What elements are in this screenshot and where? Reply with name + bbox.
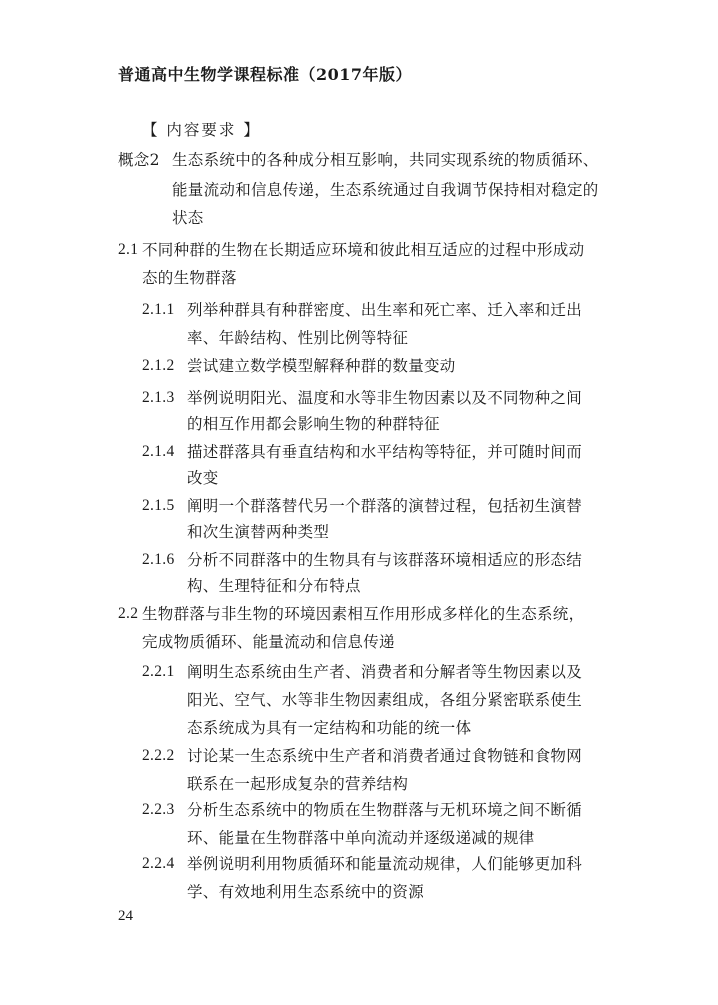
- concept-number: 概念2: [118, 151, 160, 169]
- item-number-2-2-1: 2.2.1: [142, 663, 175, 680]
- item-2-1-4-line-2: 改变: [187, 469, 219, 487]
- running-header: 普通高中生物学课程标准（2017年版）: [118, 65, 413, 84]
- item-2-2-4-line-2: 学、有效地利用生态系统中的资源: [187, 883, 425, 901]
- topic-2-2-line-2: 完成物质循环、能量流动和信息传递: [142, 633, 395, 651]
- item-2-2-3-line-2: 环、能量在生物群落中单向流动并逐级递减的规律: [187, 829, 535, 847]
- item-2-2-1-line-3: 态系统成为具有一定结构和功能的统一体: [187, 719, 472, 737]
- item-2-1-6-line-2: 构、生理特征和分布特点: [187, 577, 361, 595]
- concept-text-line-1: 生态系统中的各种成分相互影响，共同实现系统的物质循环、: [172, 151, 599, 169]
- concept-text-line-2: 能量流动和信息传递，生态系统通过自我调节保持相对稳定的: [172, 181, 599, 199]
- item-2-2-2-line-2: 联系在一起形成复杂的营养结构: [187, 775, 409, 793]
- item-2-1-5-line-2: 和次生演替两种类型: [187, 523, 330, 541]
- item-number-2-1-1: 2.1.1: [142, 301, 175, 318]
- item-number-2-1-3: 2.1.3: [142, 389, 175, 406]
- item-number-2-1-5: 2.1.5: [142, 497, 175, 514]
- item-number-2-1-6: 2.1.6: [142, 551, 175, 568]
- item-2-1-1-line-1: 列举种群具有种群密度、出生率和死亡率、迁入率和迁出: [187, 301, 583, 319]
- item-number-2-2-4: 2.2.4: [142, 855, 175, 872]
- item-2-2-2-line-1: 讨论某一生态系统中生产者和消费者通过食物链和食物网: [187, 747, 583, 765]
- section-label: 【 内容要求 】: [142, 121, 261, 139]
- item-number-2-1-2: 2.1.2: [142, 357, 175, 374]
- item-2-2-3-line-1: 分析生态系统中的物质在生物群落与无机环境之间不断循: [187, 801, 583, 819]
- item-2-2-1-line-1: 阐明生态系统由生产者、消费者和分解者等生物因素以及: [187, 663, 583, 681]
- topic-number-2-2: 2.2: [118, 605, 139, 622]
- item-number-2-1-4: 2.1.4: [142, 443, 175, 460]
- item-2-1-1-line-2: 率、年龄结构、性别比例等特征: [187, 329, 409, 347]
- topic-2-1-line-2: 态的生物群落: [142, 269, 237, 287]
- topic-2-2-line-1: 生物群落与非生物的环境因素相互作用形成多样化的生态系统，: [142, 605, 585, 623]
- item-2-1-5-line-1: 阐明一个群落替代另一个群落的演替过程，包括初生演替: [187, 497, 583, 515]
- item-2-1-4-line-1: 描述群落具有垂直结构和水平结构等特征，并可随时间而: [187, 443, 583, 461]
- item-number-2-2-3: 2.2.3: [142, 801, 175, 818]
- topic-2-1-line-1: 不同种群的生物在长期适应环境和彼此相互适应的过程中形成动: [142, 241, 585, 259]
- topic-number-2-1: 2.1: [118, 241, 139, 258]
- page-number: 24: [118, 908, 133, 924]
- item-number-2-2-2: 2.2.2: [142, 747, 175, 764]
- item-2-1-3-line-1: 举例说明阳光、温度和水等非生物因素以及不同物种之间: [187, 389, 583, 407]
- concept-text-line-3: 状态: [172, 209, 204, 227]
- item-2-1-6-line-1: 分析不同群落中的生物具有与该群落环境相适应的形态结: [187, 551, 583, 569]
- item-2-1-3-line-2: 的相互作用都会影响生物的种群特征: [187, 415, 440, 433]
- item-2-1-2-line-1: 尝试建立数学模型解释种群的数量变动: [187, 357, 456, 375]
- item-2-2-1-line-2: 阳光、空气、水等非生物因素组成，各组分紧密联系使生: [187, 691, 583, 709]
- item-2-2-4-line-1: 举例说明利用物质循环和能量流动规律，人们能够更加科: [187, 855, 583, 873]
